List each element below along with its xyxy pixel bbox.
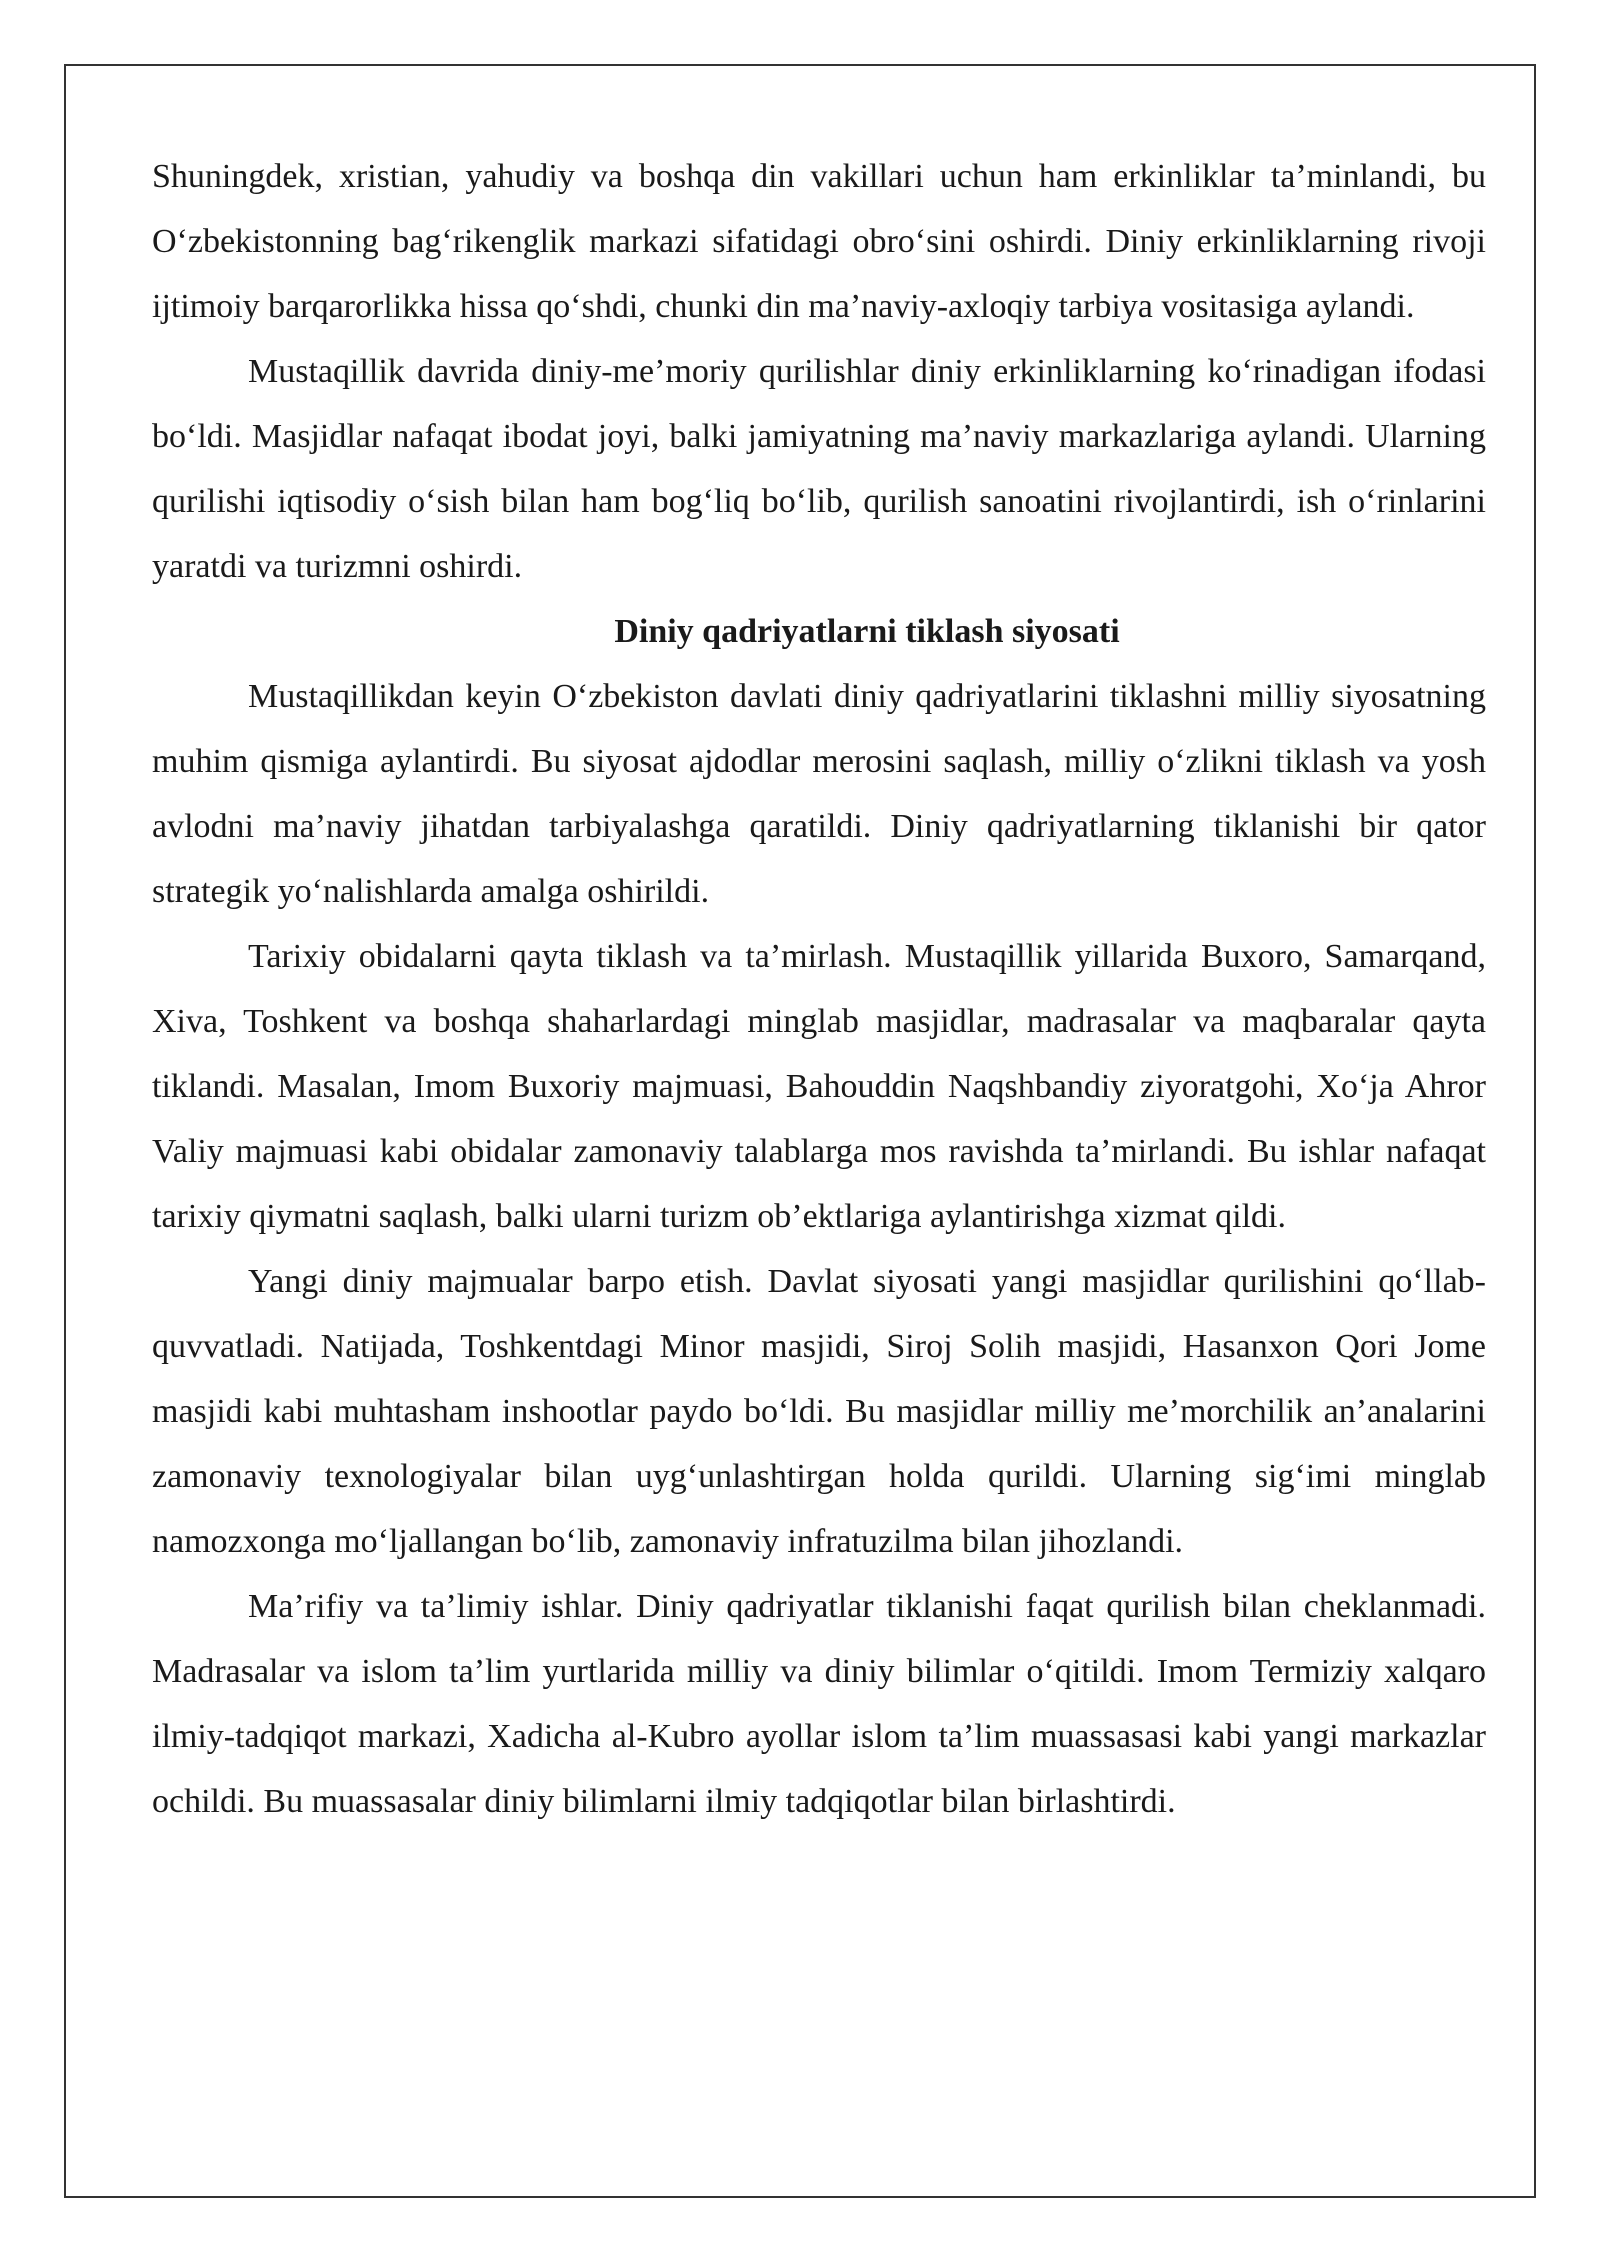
document-body — [152, 144, 1486, 1834]
paragraph-restoration-policy: Mustaqillikdan keyin O‘zbekiston davlati diniy qadriyatlarini tiklashni milliy siyosatning muhim qismiga aylantirdi. Bu siyosat ajdodlar merosini saqlash, milliy o‘zlikni tiklash va yosh avlodni ma’naviy jihatdan tarbiyalashga qaratildi. Diniy qadriyatlarning tiklanishi bir qator strategik yo‘nalishlarda amalga oshirildi. — [152, 678, 1486, 910]
paragraph-new-complexes: Yangi diniy majmualar barpo etish. Davlat siyosati yangi masjidlar qurilishini qo‘llab-quvvatladi. Natijada, Toshkentdagi Minor masjidi, Siroj Solih masjidi, Hasanxon Qori Jome masjidi kabi muhtasham inshootlar paydo bo‘ldi. Bu masjidlar milliy me’morchilik an’analarini zamonaviy texnologiyalar bilan uyg‘unlashtirgan holda qurildi. Ularning sig‘imi minglab namozxonga mo‘ljallangan bo‘lib, zamonaviy infratuzilma bilan jihozlandi. — [152, 1263, 1486, 1560]
section-heading: Diniy qadriyatlarni tiklash siyosati — [614, 613, 1120, 650]
paragraph-religious-architecture: Mustaqillik davrida diniy-me’moriy qurilishlar diniy erkinliklarning ko‘rinadigan ifodasi bo‘ldi. Masjidlar nafaqat ibodat joyi, balki jamiyatning ma’naviy markazlariga aylandi. Ularning qurilishi iqtisodiy o‘sish bilan ham bog‘liq bo‘lib, qurilish sanoatini rivojlantirdi, ish o‘rinlarini yaratdi va turizmni oshirdi. — [152, 353, 1486, 585]
paragraph-education: Ma’rifiy va ta’limiy ishlar. Diniy qadriyatlar tiklanishi faqat qurilish bilan cheklanmadi. Madrasalar va islom ta’lim yurtlarida milliy va diniy bilimlar o‘qitildi. Imom Termiziy xalqaro ilmiy-tadqiqot markazi, Xadicha al-Kubro ayollar islom ta’lim muassasasi kabi yangi markazlar ochildi. Bu muassasalar diniy bilimlarni ilmiy tadqiqotlar bilan birlashtirdi. — [152, 1588, 1486, 1820]
paragraph-tolerance: Shuningdek, xristian, yahudiy va boshqa din vakillari uchun ham erkinliklar ta’minlandi, bu O‘zbekistonning bag‘rikenglik markazi sifatidagi obro‘sini oshirdi. Diniy erkinliklarning rivoji ijtimoiy barqarorlikka hissa qo‘shdi, chunki din ma’naviy-axloqiy tarbiya vositasiga aylandi. — [152, 158, 1486, 325]
paragraph-historic-monuments: Tarixiy obidalarni qayta tiklash va ta’mirlash. Mustaqillik yillarida Buxoro, Samarqand, Xiva, Toshkent va boshqa shaharlardagi minglab masjidlar, madrasalar va maqbaralar qayta tiklandi. Masalan, Imom Buxoriy majmuasi, Bahouddin Naqshbandiy ziyoratgohi, Xo‘ja Ahror Valiy majmuasi kabi obidalar zamonaviy talablarga mos ravishda ta’mirlandi. Bu ishlar nafaqat tarixiy qiymatni saqlash, balki ularni turizm ob’ektlariga aylantirishga xizmat qildi. — [152, 938, 1486, 1235]
